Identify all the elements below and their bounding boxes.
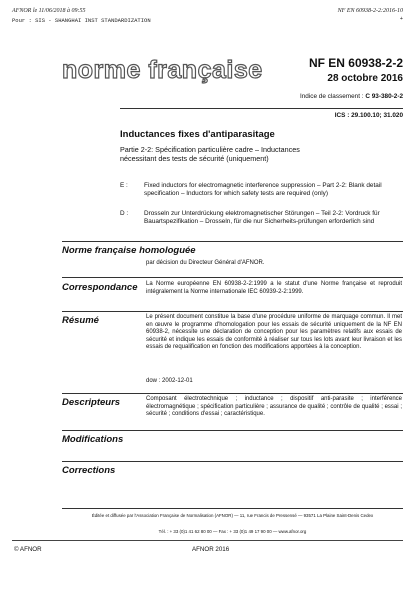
edition-year: AFNOR 2016	[192, 546, 230, 553]
title-main: Inductances fixes d'antiparasitage	[120, 129, 275, 140]
divider-descripteurs	[62, 393, 403, 394]
footer-publisher: Éditée et diffusée par l'Association Française de Normalisation (AFNOR) — 11, rue Francis de Pressensé — 93571 La Plaine Saint-Denis Cedex	[91, 513, 374, 518]
heading-descripteurs: Descripteurs	[62, 397, 121, 408]
text-homologuee: par décision du Directeur Général d'AFNOR.	[146, 260, 265, 266]
translation-de: Drosseln zur Unterdrückung elektromagnetischer Störungen – Teil 2-2: Vordruck für Bauartspezifikation – Drosseln, für die nur Sicherheits-prüfungen erforderlich sind	[144, 210, 380, 225]
classement-value: C 93-380-2-2	[365, 93, 403, 100]
divider-corrections	[62, 461, 403, 462]
text-descripteurs: Composant électrotechnique ; inductance ; dispositif anti-parasite ; interférence électromagnétique ; spécification particulière ; assurance de qualité ; contrôle de qualité ; essai ; sécurité ; conditions d'essai ; caractéristique.	[146, 396, 402, 417]
heading-correspondance: Correspondance	[62, 282, 138, 293]
lang-e-label: E :	[120, 182, 128, 189]
title-sub: Partie 2-2: Spécification particulière cadre – Inductances nécessitant des tests de sécurité (uniquement)	[120, 145, 300, 163]
heading-resume: Résumé	[62, 315, 99, 326]
divider-modifications	[62, 430, 403, 431]
pour-line: Pour : SIS - SHANGHAI INST STANDARDIZATION	[12, 17, 151, 24]
footer-contact: Tél. : + 33 (0)1 41 62 80 00 — Fax : + 33 (0)1 49 17 90 00 — www.afnor.org	[158, 529, 307, 534]
reference-line: NF EN 60938-2-2:2016-10	[337, 8, 403, 14]
text-resume: Le présent document constitue la base d'une procédure uniforme de marquage commun. Il met en œuvre le programme d'homologation pour les essais de sécurité uniquement de la NF EN 60938-2, nécessite une déclaration de conception pour les paramètres relatifs aux essais de sécurité et indique les essais de conformité à réaliser sur tous les lots avant leur livraison et les essais de requalification en fonction des modifications apportées à la conception.	[146, 314, 402, 350]
divider-homologuee	[62, 241, 403, 242]
text-correspondance: La Norme européenne EN 60938-2-2:1999 a le statut d'une Norme française et reproduit intégralement la Norme internationale IEC 60939-2-2:1999.	[146, 281, 402, 295]
standard-date: 28 octobre 2016	[327, 73, 403, 84]
divider-bottom	[12, 540, 403, 541]
copyright: © AFNOR	[14, 546, 42, 553]
heading-corrections: Corrections	[62, 465, 116, 476]
ics-code: ICS : 29.100.10; 31.020	[334, 112, 403, 119]
translation-en: Fixed inductors for electromagnetic interference suppression – Part 2-2: Blank detail specification – Inductors for which safety tests are required (only)	[144, 182, 382, 197]
dow-date: dow : 2002-12-01	[146, 378, 193, 384]
divider-top	[120, 108, 403, 109]
plus-marker: +	[399, 15, 403, 22]
classement-label: Indice de classement :	[299, 93, 364, 100]
norme-francaise-banner: norme française	[62, 56, 263, 84]
divider-correspondance	[62, 277, 403, 278]
heading-modifications: Modifications	[62, 434, 124, 445]
afnor-timestamp: AFNOR le 11/06/2018 à 09:55	[12, 8, 86, 14]
standard-number: NF EN 60938-2-2	[308, 56, 403, 70]
classement-line	[300, 93, 403, 101]
divider-resume	[62, 311, 403, 312]
divider-footer	[62, 508, 403, 509]
heading-homologuee: Norme française homologuée	[62, 245, 196, 256]
lang-d-label: D :	[120, 210, 129, 217]
